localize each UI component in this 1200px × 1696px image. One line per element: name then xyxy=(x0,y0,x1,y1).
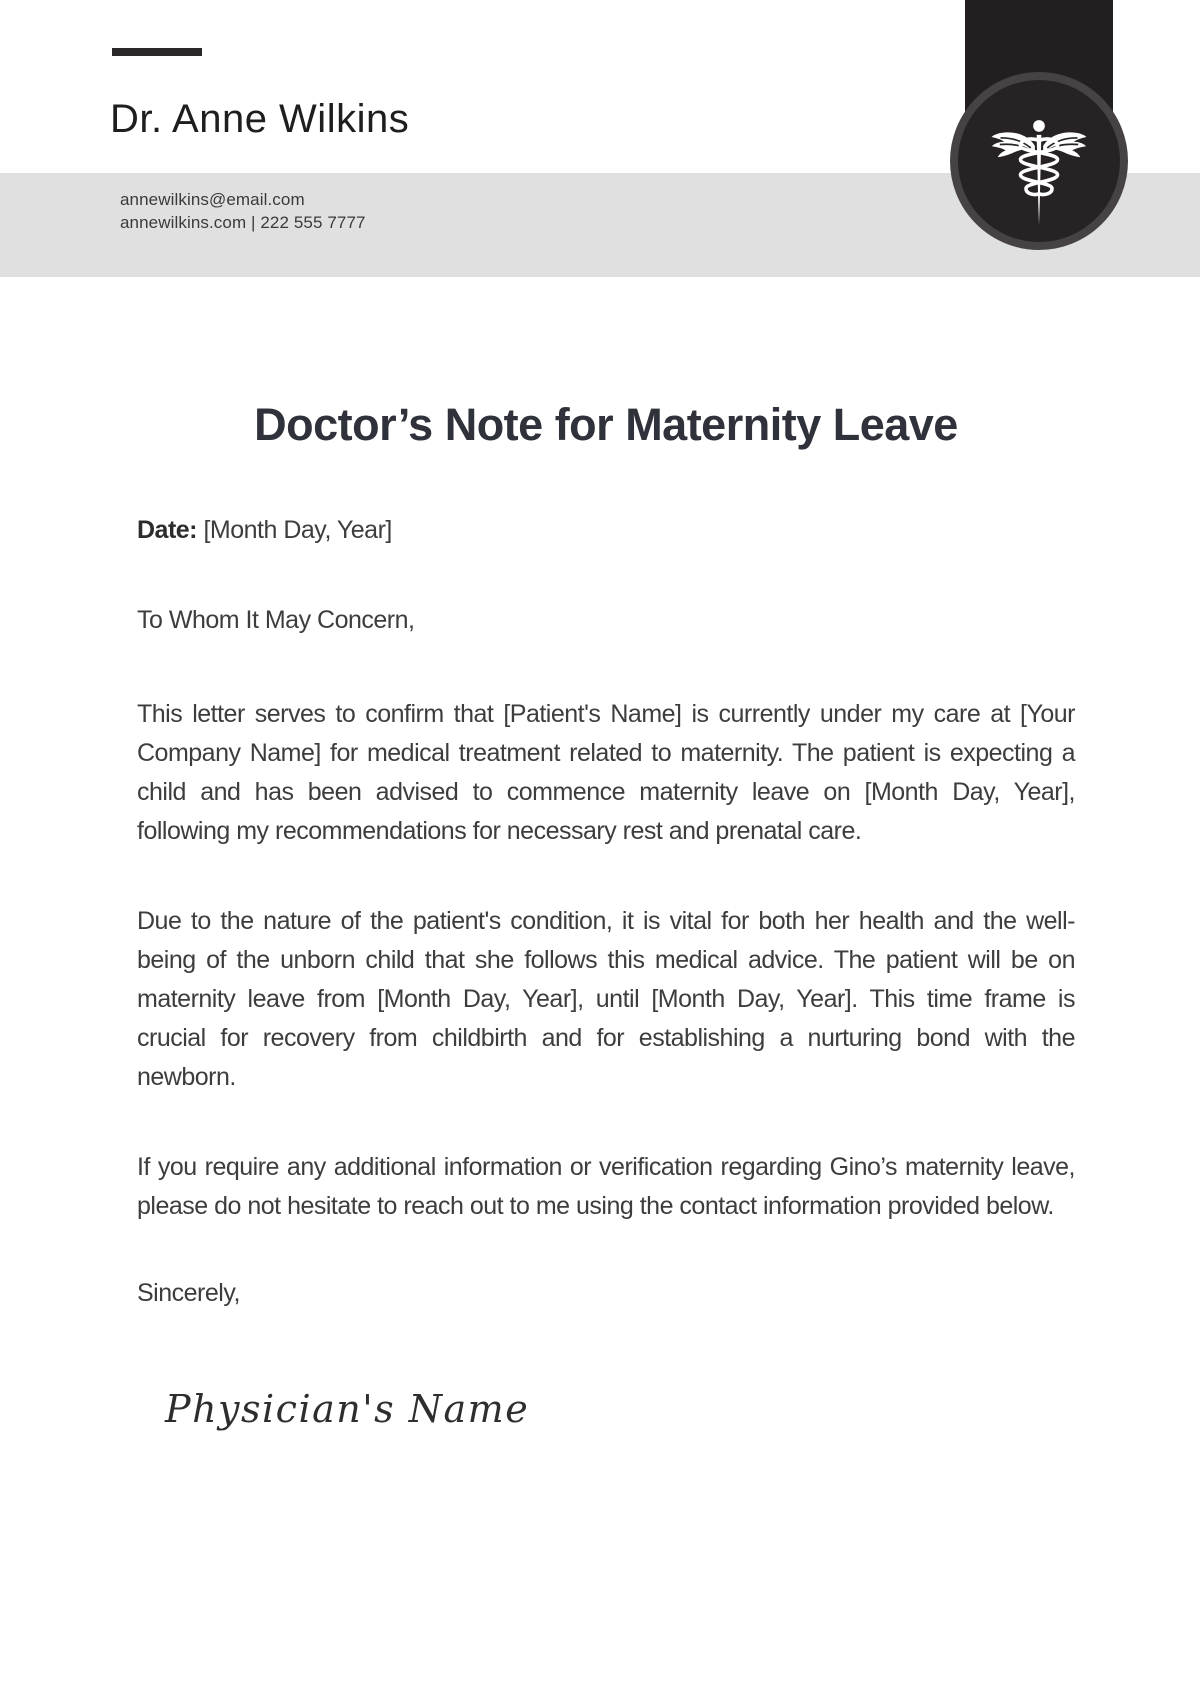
date-line xyxy=(137,511,1075,550)
doctor-name: Dr. Anne Wilkins xyxy=(110,97,410,141)
signature-script: Physician's Name xyxy=(165,1387,530,1431)
date-label: Date: xyxy=(137,516,198,544)
document-title: Doctor’s Note for Maternity Leave xyxy=(254,399,958,450)
paragraph-1: This letter serves to confirm that [Patient's Name] is currently under my care at [Your Company Name] for medical treatment related to maternity. The patient is expecting a child and has been advised to commence maternity leave on [Month Day, Year], following my recommendations for necessary rest and prenatal care. xyxy=(137,700,1075,845)
letter-body xyxy=(137,0,1075,1436)
paragraph-3: If you require any additional information or verification regarding Gino’s maternity leave, please do not hesitate to reach out to me using the contact information provided below. xyxy=(137,1153,1075,1220)
closing: Sincerely, xyxy=(137,1279,240,1307)
contact-website-phone: annewilkins.com | 222 555 7777 xyxy=(120,213,366,232)
paragraph-2: Due to the nature of the patient's condition, it is vital for both her health and the well-being of the unborn child that she follows this medical advice. The patient will be on maternity leave from [Month Day, Year], until [Month Day, Year]. This time frame is crucial for recovery from childbirth and for establishing a nurturing bond with the newborn. xyxy=(137,907,1075,1091)
date-value: [Month Day, Year] xyxy=(197,516,392,544)
contact-email: annewilkins@email.com xyxy=(120,190,305,209)
salutation: To Whom It May Concern, xyxy=(137,606,415,634)
